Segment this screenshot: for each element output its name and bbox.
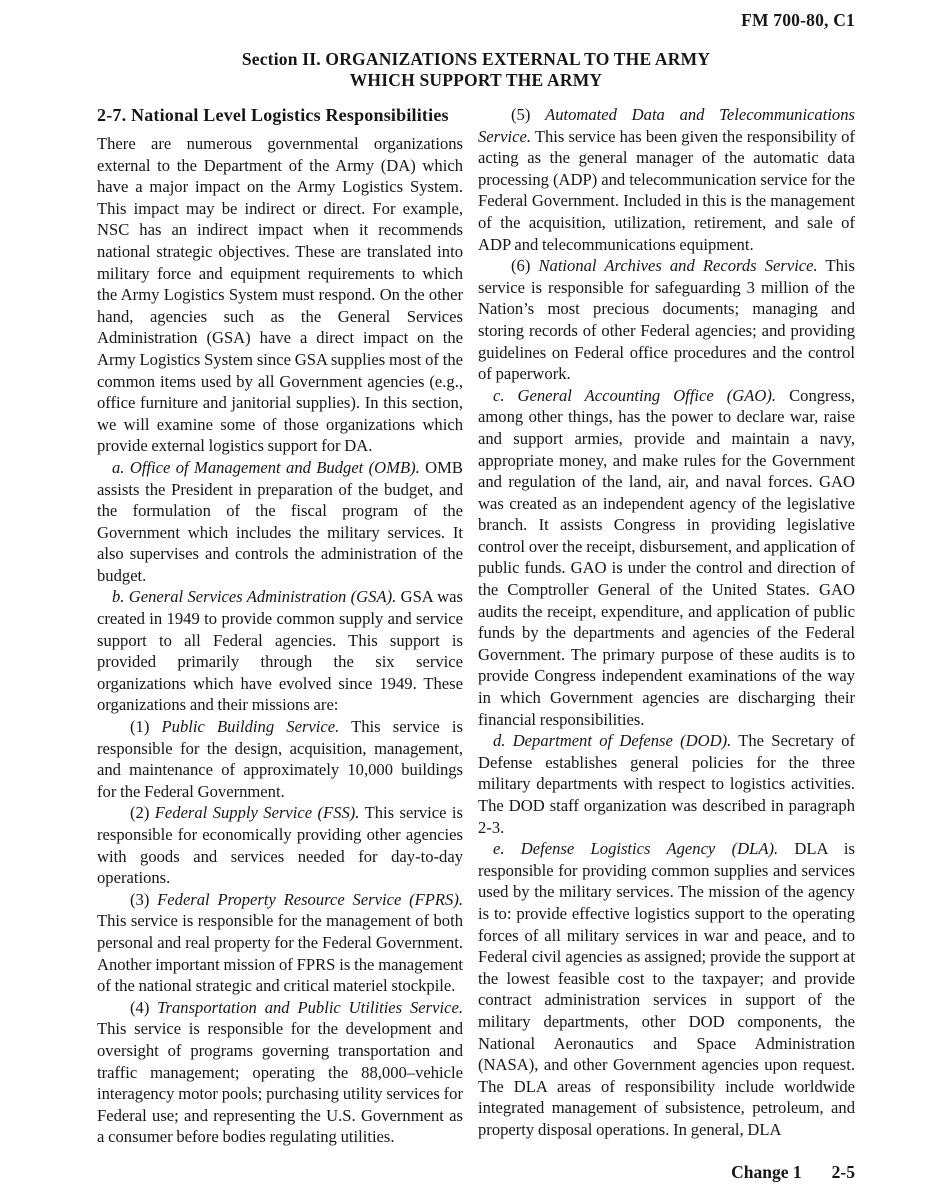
paragraph: [97, 586, 463, 716]
paragraph-text: (3): [130, 889, 158, 909]
paragraph-lead-italic: Public Building Service.: [161, 717, 340, 737]
article-heading: 2-7. National Level Logistics Responsibilities: [97, 105, 449, 125]
column-left: [97, 104, 463, 1148]
paragraph-text: This service is responsible for safeguarding 3 million of the Nation’s most precious documents; managing and storing records of other Federal agencies; and providing guidelines on Federal office procedures and the control of paperwork.: [478, 256, 856, 384]
paragraph-lead-italic: c. General Accounting Office (GAO).: [493, 385, 777, 405]
paragraph-lead-italic: National Archives and Records Service.: [538, 256, 818, 276]
two-column-body: [97, 104, 855, 1148]
paragraph: [97, 997, 463, 1148]
paragraph: [97, 802, 463, 888]
paragraph: [97, 457, 463, 587]
paragraph-text: This service is responsible for economically providing other agencies with goods and services needed for day-to-day operations.: [97, 803, 463, 888]
paragraph-lead-italic: a. Office of Management and Budget (OMB).: [112, 457, 420, 477]
paragraph-text: This service is responsible for the development and oversight of programs governing transportation and traffic management; operating the 88,000–vehicle interagency motor pools; purchasing utility services for Federal use; and representing the U.S. Government as a consumer before bodies regulating utilities.: [97, 1019, 463, 1147]
paragraph: [478, 104, 855, 255]
paragraph-lead-italic: e. Defense Logistics Agency (DLA).: [493, 839, 779, 859]
paragraph-text: This service has been given the responsibility of acting as the general manager of the automatic data processing (ADP) and telecommunication service for the Federal Government. Included in this is the management of the acquisition, utilization, retirement, and sale of ADP and telecommunications equipment.: [478, 126, 855, 254]
paragraph-text: Congress, among other things, has the power to declare war, raise and support armies, provide and maintain a navy, appropriate money, and make rules for the Government and regulation of the land, air, and naval forces. GAO was created as an independent agency of the legislative branch. It assists Congress in providing legislative control over the receipt, disbursement, and application of public funds. GAO is under the control and direction of the Comptroller General of the United States. GAO audits the receipt, expenditure, and application of public funds by the departments and agencies of the Federal Government. The primary purpose of these audits is to provide Congress independent examinations of the way in which Government agencies are discharging their financial responsibilities.: [478, 385, 855, 729]
paragraph-lead-italic: d. Department of Defense (DOD).: [493, 731, 732, 751]
paragraph-text: (1): [130, 717, 162, 737]
paragraph-text: There are numerous governmental organizations external to the Department of the Army (DA) which have a major impact on the Army Logistics System. This impact may be indirect or direct. For example, NSC has an indirect impact when it recommends national strategic objectives. These are translated into military force and equipment requirements to which the Army Logistics System must respond. On the other hand, agencies such as the General Services Administration (GSA) have a direct impact on the Army Logistics System since GSA supplies most of the common items used by all Government agencies (e.g., office furniture and janitorial supplies). In this section, we will examine some of those organizations which provide external logistics support for DA.: [97, 134, 463, 456]
section-title-line2: WHICH SUPPORT THE ARMY: [349, 70, 603, 90]
paragraph-lead-italic: Federal Property Resource Service (FPRS).: [157, 889, 463, 909]
paragraph-text: This service is responsible for the design, acquisition, management, and maintenance of approximately 10,000 buildings for the Federal Government.: [97, 717, 463, 801]
paragraph: [97, 133, 463, 457]
paragraph-lead-italic: Federal Supply Service (FSS).: [154, 803, 360, 823]
paragraph-text: OMB assists the President in preparation of the budget, and the formulation of the fiscal program of the Government which includes the military services. It also supervises and controls the administration of the budget.: [97, 457, 463, 585]
paragraph-lead-italic: b. General Services Administration (GSA).: [112, 587, 397, 607]
paragraph: [97, 889, 463, 997]
paragraph-lead-italic: Transportation and Public Utilities Service.: [157, 997, 463, 1017]
paragraph-text: This service is responsible for the management of both personal and real property for the Federal Government. Another important mission of FPRS is the management of the national strategic and critical materiel stockpile.: [97, 911, 463, 996]
paragraph-text: (4): [130, 997, 158, 1017]
section-title-line1: Section II. ORGANIZATIONS EXTERNAL TO THE ARMY: [241, 49, 711, 69]
paragraph-text: (6): [511, 256, 539, 276]
header-doc-ref: FM 700-80, C1: [741, 10, 855, 30]
page-number: 2-5: [831, 1161, 855, 1182]
paragraph: [478, 385, 855, 731]
paragraph-text: The Secretary of Defense establishes general policies for the three military departments with respect to logistics activities. The DOD staff organization was described in paragraph 2-3.: [478, 731, 855, 837]
paragraph: [97, 716, 463, 802]
paragraph: [478, 838, 855, 1140]
change-label: Change 1: [731, 1161, 802, 1182]
paragraph: [478, 730, 855, 838]
column-right: [478, 104, 855, 1148]
page-footer: [97, 1162, 855, 1183]
paragraph-text: DLA is responsible for providing common supplies and services used by the military services. The mission of the agency is to: provide effective logistics support to the operating forces of all military services in war and peace, and to Federal civil agencies as assigned; provide the support at the lowest feasible cost to the taxpayer; and provide contract administration services in support of the military departments, other DOD components, the National Aeronautics and Space Administration (NASA), and other Government agencies upon request. The DLA areas of responsibility include worldwide integrated management of subsistence, petroleum, and property disposal operations. In general, DLA: [478, 839, 855, 1139]
paragraph: [478, 255, 855, 385]
paragraph-text: (2): [130, 803, 155, 823]
paragraph-text: (5): [511, 105, 546, 124]
paragraph-lead-italic: Automated Data and Telecommunications Service.: [478, 105, 855, 146]
paragraph-text: GSA was created in 1949 to provide common supply and service support to all Federal agencies. This support is provided primarily through the six service organizations which have evolved since 1949. These organizations and their missions are:: [97, 587, 463, 715]
section-title: [97, 49, 855, 91]
